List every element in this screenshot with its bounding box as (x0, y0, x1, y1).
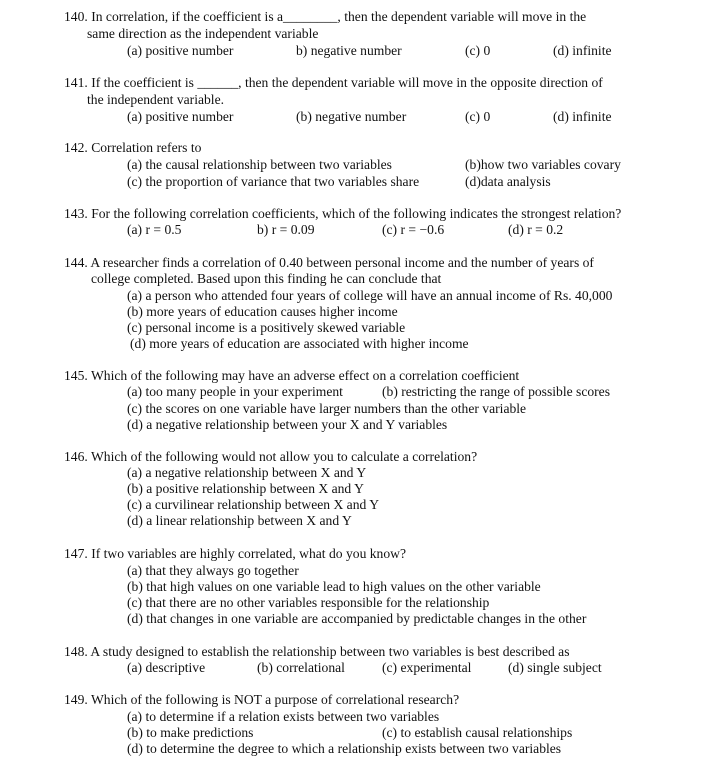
question-149-option-a: (a) to determine if a relation exists between two variables (127, 709, 440, 724)
question-141-stem-line2: the independent variable. (87, 92, 225, 107)
question-140-option-b: b) negative number (296, 43, 402, 58)
question-142-option-a: (a) the causal relationship between two variables (127, 157, 392, 172)
question-140-stem-line2: same direction as the independent variable (87, 26, 319, 41)
question-145-stem-line1: 145. Which of the following may have an adverse effect on a correlation coefficient (64, 368, 520, 383)
question-143-option-a: (a) r = 0.5 (127, 222, 182, 237)
question-148-stem-line1: 148. A study designed to establish the relationship between two variables is best described as (64, 644, 570, 659)
question-144-option-a: (a) a person who attended four years of college will have an annual income of Rs. 40,000 (127, 288, 613, 303)
question-142-option-b: (b)how two variables covary (465, 157, 621, 172)
question-149-stem-line1: 149. Which of the following is NOT a purpose of correlational research? (64, 692, 460, 707)
question-147-option-d: (d) that changes in one variable are accompanied by predictable changes in the other (127, 611, 587, 626)
question-146-stem-line1: 146. Which of the following would not allow you to calculate a correlation? (64, 449, 478, 464)
question-144-stem-line1: 144. A researcher finds a correlation of 0.40 between personal income and the number of years of (64, 255, 594, 270)
question-143-option-b: b) r = 0.09 (257, 222, 315, 237)
question-149-option-d: (d) to determine the degree to which a relationship exists between two variables (127, 741, 562, 756)
question-142-option-c: (c) the proportion of variance that two variables share (127, 174, 420, 189)
question-144-option-c: (c) personal income is a positively skewed variable (127, 320, 406, 335)
question-146-option-c: (c) a curvilinear relationship between X and Y (127, 497, 380, 512)
question-142-option-d: (d)data analysis (465, 174, 551, 189)
question-147-stem-line1: 147. If two variables are highly correlated, what do you know? (64, 546, 407, 561)
question-147-option-b: (b) that high values on one variable lead to high values on the other variable (127, 579, 541, 594)
question-148-option-d: (d) single subject (508, 660, 602, 675)
question-143-option-d: (d) r = 0.2 (508, 222, 564, 237)
question-141-option-a: (a) positive number (127, 109, 234, 124)
question-140-option-d: (d) infinite (553, 43, 612, 58)
question-148-option-a: (a) descriptive (127, 660, 206, 675)
question-144-stem-line2: college completed. Based upon this finding he can conclude that (91, 271, 442, 286)
question-148-option-b: (b) correlational (257, 660, 345, 675)
question-145-option-a: (a) too many people in your experiment (127, 384, 343, 399)
question-146-option-a: (a) a negative relationship between X and Y (127, 465, 367, 480)
question-145-option-b: (b) restricting the range of possible scores (382, 384, 611, 399)
question-142-stem-line1: 142. Correlation refers to (64, 140, 202, 155)
question-141-option-b: (b) negative number (296, 109, 407, 124)
question-144-option-b: (b) more years of education causes higher income (127, 304, 398, 319)
question-147-option-a: (a) that they always go together (127, 563, 299, 578)
question-141-option-d: (d) infinite (553, 109, 612, 124)
question-147-option-c: (c) that there are no other variables responsible for the relationship (127, 595, 490, 610)
question-140-option-a: (a) positive number (127, 43, 234, 58)
question-143-stem-line1: 143. For the following correlation coefficients, which of the following indicates the strongest relation? (64, 206, 622, 221)
question-145-option-d: (d) a negative relationship between your X and Y variables (127, 417, 448, 432)
question-149-option-c: (c) to establish causal relationships (382, 725, 573, 740)
question-140-option-c: (c) 0 (465, 43, 491, 58)
question-144-option-d: (d) more years of education are associated with higher income (130, 336, 469, 351)
question-149-option-b: (b) to make predictions (127, 725, 254, 740)
question-143-option-c: (c) r = −0.6 (382, 222, 445, 237)
question-145-option-c: (c) the scores on one variable have larger numbers than the other variable (127, 401, 527, 416)
question-140-stem-line1: 140. In correlation, if the coefficient is a________, then the dependent variable will move in the (64, 9, 587, 24)
question-141-option-c: (c) 0 (465, 109, 491, 124)
question-146-option-b: (b) a positive relationship between X and Y (127, 481, 364, 496)
question-148-option-c: (c) experimental (382, 660, 472, 675)
question-146-option-d: (d) a linear relationship between X and Y (127, 513, 352, 528)
question-141-stem-line1: 141. If the coefficient is ______, then the dependent variable will move in the opposite direction of (64, 75, 603, 90)
